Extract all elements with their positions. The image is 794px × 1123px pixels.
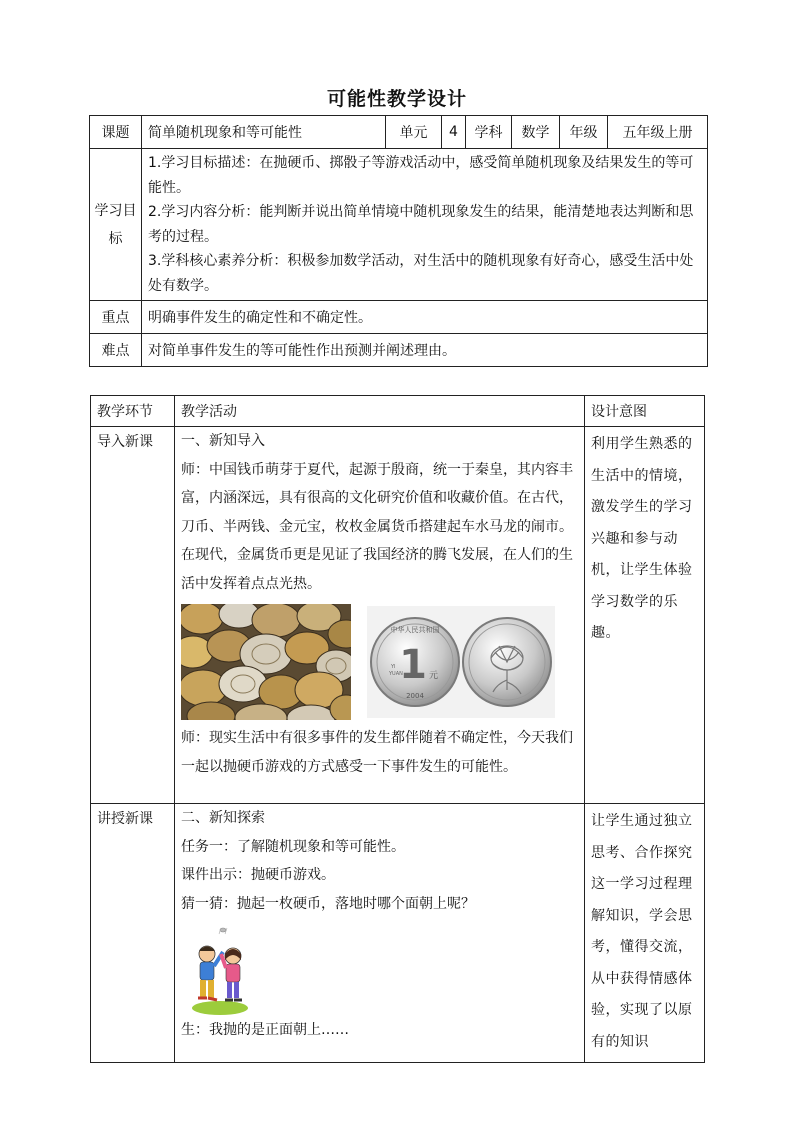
info-row-difficulty [90, 334, 708, 367]
one-yuan-coins-photo [367, 606, 555, 718]
coin-value-text: 1 [399, 642, 427, 688]
intro-images [181, 604, 578, 720]
plan-row-intro [91, 427, 705, 804]
plan-header-row [91, 396, 705, 427]
coin-year-text: 2004 [406, 692, 424, 700]
objectives-label: 学习目标 [90, 149, 142, 301]
info-row-key [90, 301, 708, 334]
info-table [89, 115, 708, 367]
header-activity: 教学活动 [175, 396, 585, 427]
grade-label: 年级 [560, 116, 608, 149]
objective-1: 1.学习目标描述：在抛硬币、掷骰子等游戏活动中，感受简单随机现象及结果发生的等可能性。 [148, 155, 694, 196]
subject-label: 学科 [466, 116, 512, 149]
key-label: 重点 [90, 301, 142, 334]
teaching-heading: 二、新知探索 [181, 810, 265, 826]
kids-tossing-coin-illustration [189, 924, 251, 1016]
coin-country-text: 中华人民共和国 [390, 626, 440, 634]
header-stage: 教学环节 [91, 396, 175, 427]
intro-paragraph: 师：中国钱币萌芽于夏代，起源于殷商，统一于秦皇，其内容丰富，内涵深远，具有很高的文化研究价值和收藏价值。在古代，刀币、半两钱、金元宝，枚枚金属货币搭建起车水马龙的闹市。在现代，金属货币更是见证了我国经济的腾飞发展，在人们的生活中发挥着点点光热。 [181, 461, 573, 592]
coin-pile-photo [181, 604, 351, 720]
page-title: 可能性教学设计 [326, 88, 467, 110]
teaching-guess: 猜一猜：抛起一枚硬币，落地时哪个面朝上呢？ [181, 895, 475, 912]
teaching-student: 生：我抛的是正面朝上…… [181, 1022, 349, 1038]
objective-2: 2.学习内容分析：能判断并说出简单情境中随机现象发生的结果，能清楚地表达判断和思考的过程。 [148, 204, 694, 245]
plan-table [90, 395, 705, 1063]
teaching-courseware: 课件出示：抛硬币游戏。 [181, 867, 335, 883]
stage-intro: 导入新课 [91, 427, 175, 804]
unit-value: 4 [442, 116, 466, 149]
intent-intro: 利用学生熟悉的生活中的情境，激发学生的学习兴趣和参与动机，让学生体验学习数学的乐趣。 [585, 427, 705, 804]
difficulty-label: 难点 [90, 334, 142, 367]
difficulty-value: 对简单事件发生的等可能性作出预测并阐述理由。 [142, 334, 708, 367]
objectives-cell [142, 149, 708, 301]
teaching-task: 任务一：了解随机现象和等可能性。 [181, 838, 405, 855]
intro-closing: 师：现实生活中有很多事件的发生都伴随着不确定性，今天我们一起以抛硬币游戏的方式感受一下事件发生的可能性。 [181, 730, 573, 775]
coin-yuan-text: YUAN [389, 671, 403, 677]
info-row-topic [90, 116, 708, 149]
coin-unit-text: 元 [429, 671, 439, 681]
intent-teaching: 让学生通过独立思考、合作探究这一学习过程理解知识，学会思考，懂得交流，从中获得情感体验，实现了以原有的知识 [585, 804, 705, 1063]
activity-teaching [175, 804, 585, 1063]
objective-3: 3.学科核心素养分析：积极参加数学活动，对生活中的随机现象有好奇心，感受生活中处处有数学。 [148, 253, 694, 294]
topic-label: 课题 [90, 116, 142, 149]
grade-value: 五年级上册 [608, 116, 708, 149]
subject-value: 数学 [512, 116, 560, 149]
intro-heading: 一、新知导入 [181, 433, 265, 449]
unit-label: 单元 [386, 116, 442, 149]
topic-value: 简单随机现象和等可能性 [142, 116, 386, 149]
activity-intro [175, 427, 585, 804]
info-row-objectives [90, 149, 708, 301]
header-intent: 设计意图 [585, 396, 705, 427]
key-value: 明确事件发生的确定性和不确定性。 [142, 301, 708, 334]
plan-row-teaching [91, 804, 705, 1063]
stage-teaching: 讲授新课 [91, 804, 175, 1063]
coin-yi-text: YI [391, 664, 396, 670]
